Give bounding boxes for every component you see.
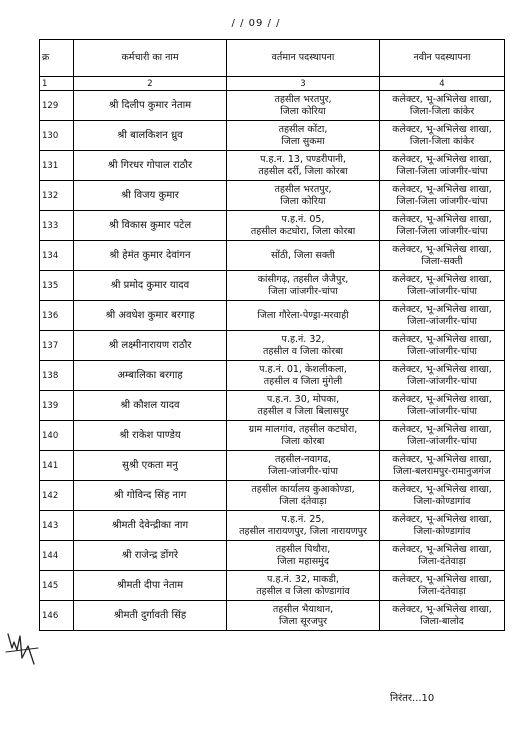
- current-posting: [227, 481, 380, 511]
- employee-name: श्री बालकिशन ध्रुव: [74, 121, 227, 151]
- employee-name: अम्बालिका बरगाह: [74, 361, 227, 391]
- current-posting-line: प.ह.नं. 32, माकडी,: [267, 573, 339, 585]
- current-posting: [227, 331, 380, 361]
- new-posting-line: कलेक्टर, भू-अभिलेख शाखा,: [392, 543, 492, 555]
- current-posting-line: जिला जांजगीर-चांपा: [268, 285, 338, 297]
- serial-number: 144: [40, 541, 74, 571]
- serial-number: 131: [40, 151, 74, 181]
- current-posting-line: तहसील पिथौरा,: [275, 543, 331, 555]
- serial-number: 137: [40, 331, 74, 361]
- new-posting: [380, 541, 505, 571]
- table-row: [40, 301, 505, 331]
- header-employee-name: कर्मचारी का नाम: [74, 40, 227, 77]
- new-posting: [380, 211, 505, 241]
- current-posting-line: जिला कोरिया: [280, 195, 326, 207]
- new-posting-line: जिला-सक्ती: [421, 255, 463, 267]
- new-posting: [380, 361, 505, 391]
- new-posting: [380, 601, 505, 631]
- new-posting: [380, 241, 505, 271]
- new-posting-line: जिला-जांजगीर-चांपा: [407, 375, 477, 387]
- new-posting-line: जिला-जांजगीर-चांपा: [407, 285, 477, 297]
- new-posting-line: जिला-कोण्डागांव: [413, 525, 471, 537]
- new-posting-line: कलेक्टर, भू-अभिलेख शाखा,: [392, 123, 492, 135]
- new-posting-line: जिला-बालोद: [420, 615, 464, 627]
- new-posting-line: कलेक्टर, भू-अभिलेख शाखा,: [392, 513, 492, 525]
- header-current-posting: वर्तमान पदस्थापना: [227, 40, 380, 77]
- serial-number: 130: [40, 121, 74, 151]
- current-posting-line: तहसील व जिला कोण्डागांव: [256, 585, 350, 597]
- current-posting: [227, 391, 380, 421]
- new-posting-line: कलेक्टर, भू-अभिलेख शाखा,: [392, 183, 492, 195]
- current-posting-line: प.ह.नं. 25,: [281, 513, 325, 525]
- table-row: [40, 511, 505, 541]
- current-posting: [227, 601, 380, 631]
- current-posting-line: प.ह.न. 30, मोपका,: [266, 393, 340, 405]
- new-posting-line: जिला-जिला जांजगीर-चांपा: [396, 195, 488, 207]
- table-row: [40, 451, 505, 481]
- current-posting: [227, 181, 380, 211]
- serial-number: 134: [40, 241, 74, 271]
- employee-name: श्रीमती देवेन्द्रीका नाग: [74, 511, 227, 541]
- serial-number: 138: [40, 361, 74, 391]
- current-posting-line: तहसील भरतपुर,: [274, 93, 332, 105]
- table-row: [40, 241, 505, 271]
- employee-name: श्री हेमंत कुमार देवांगन: [74, 241, 227, 271]
- employee-name: श्रीमती दीपा नेताम: [74, 571, 227, 601]
- serial-number: 136: [40, 301, 74, 331]
- current-posting-line: प.ह.नं. 32,: [281, 333, 325, 345]
- current-posting-line: ग्राम मालगांव, तहसील कटघोरा,: [248, 423, 358, 435]
- new-posting-line: जिला-जिला कांकेर: [409, 105, 475, 117]
- new-posting-line: जिला-जिला कांकेर: [409, 135, 475, 147]
- current-posting-line: तहसील कार्यालय कुआकोण्डा,: [251, 483, 355, 495]
- serial-number: 141: [40, 451, 74, 481]
- employee-name: श्री राजेन्द्र डोंगरे: [74, 541, 227, 571]
- current-posting-line: तहसील कटघोरा, जिला कोरबा: [250, 225, 356, 237]
- current-posting: [227, 211, 380, 241]
- current-posting: [227, 121, 380, 151]
- employee-name: श्री विजय कुमार: [74, 181, 227, 211]
- serial-number: 133: [40, 211, 74, 241]
- table-row: [40, 181, 505, 211]
- new-posting-line: जिला-दंतेवाड़ा: [418, 585, 466, 597]
- new-posting: [380, 481, 505, 511]
- current-posting-line: तहसील कोंटा,: [278, 123, 328, 135]
- current-posting-line: जिला दंतेवाड़ा: [279, 495, 327, 507]
- table-row: [40, 571, 505, 601]
- current-posting-line: कांसीगढ़, तहसील जैजैपुर,: [257, 273, 349, 285]
- serial-number: 146: [40, 601, 74, 631]
- new-posting: [380, 451, 505, 481]
- current-posting: [227, 421, 380, 451]
- new-posting-line: कलेक्टर, भू-अभिलेख शाखा,: [392, 573, 492, 585]
- column-number: 2: [74, 77, 227, 91]
- new-posting: [380, 331, 505, 361]
- current-posting-line: जिला कोरिया: [280, 105, 326, 117]
- current-posting-line: तहसील दर्री, जिला कोरबा: [258, 165, 348, 177]
- new-posting: [380, 571, 505, 601]
- current-posting: [227, 91, 380, 121]
- new-posting-line: जिला-दंतेवाड़ा: [418, 555, 466, 567]
- continued-note: निरंतर...10: [390, 693, 435, 704]
- column-number: 1: [40, 77, 74, 91]
- employee-name: श्री दिलीप कुमार नेताम: [74, 91, 227, 121]
- current-posting-line: प.ह.नं. 05,: [281, 213, 325, 225]
- employee-name: श्री कौशल यादव: [74, 391, 227, 421]
- new-posting-line: कलेक्टर, भू-अभिलेख शाखा,: [392, 453, 492, 465]
- employee-name: श्री गिरधर गोपाल राठौर: [74, 151, 227, 181]
- table-row: [40, 541, 505, 571]
- serial-number: 132: [40, 181, 74, 211]
- posting-table: [39, 39, 505, 631]
- employee-name: श्रीमती दुर्गावती सिंह: [74, 601, 227, 631]
- table-row: [40, 91, 505, 121]
- new-posting-line: कलेक्टर, भू-अभिलेख शाखा,: [392, 393, 492, 405]
- column-number: 3: [227, 77, 380, 91]
- current-posting-line: जिला सूरजपुर: [278, 615, 328, 627]
- current-posting-line: तहसील भरतपुर,: [274, 183, 332, 195]
- serial-number: 143: [40, 511, 74, 541]
- table-row: [40, 361, 505, 391]
- table-row: [40, 151, 505, 181]
- current-posting-line: जिला महासमुंद: [277, 555, 329, 567]
- new-posting-line: कलेक्टर, भू-अभिलेख शाखा,: [392, 423, 492, 435]
- current-posting: [227, 361, 380, 391]
- current-posting: [227, 571, 380, 601]
- serial-number: 145: [40, 571, 74, 601]
- current-posting-line: तहसील व जिला कोरबा: [262, 345, 344, 357]
- new-posting-line: कलेक्टर, भू-अभिलेख शाखा,: [392, 363, 492, 375]
- current-posting: [227, 151, 380, 181]
- current-posting-line: सोंठी, जिला सक्ती: [271, 249, 335, 261]
- new-posting-line: जिला-कोण्डागांव: [413, 495, 471, 507]
- new-posting: [380, 151, 505, 181]
- column-number: 4: [380, 77, 505, 91]
- current-posting: [227, 271, 380, 301]
- serial-number: 135: [40, 271, 74, 301]
- current-posting: [227, 301, 380, 331]
- new-posting: [380, 121, 505, 151]
- new-posting-line: कलेक्टर, भू-अभिलेख शाखा,: [392, 213, 492, 225]
- table-row: [40, 391, 505, 421]
- serial-number: 139: [40, 391, 74, 421]
- employee-name: श्री अवधेश कुमार बरगाह: [74, 301, 227, 331]
- current-posting-line: तहसील भैयाथान,: [272, 603, 334, 615]
- current-posting-line: प.ह.नं. 01, केशलीकला,: [259, 363, 347, 375]
- new-posting: [380, 421, 505, 451]
- new-posting-line: कलेक्टर, भू-अभिलेख शाखा,: [392, 303, 492, 315]
- new-posting-line: कलेक्टर, भू-अभिलेख शाखा,: [392, 333, 492, 345]
- current-posting-line: जिला गौरेला-पेण्ड्रा-मरवाही: [257, 309, 349, 321]
- current-posting: [227, 511, 380, 541]
- new-posting-line: जिला-जिला जांजगीर-चांपा: [396, 225, 488, 237]
- new-posting-line: जिला-बलरामपुर-रामानुजगंज: [393, 465, 491, 477]
- current-posting-line: तहसील-नवागढ,: [275, 453, 331, 465]
- current-posting-line: प.ह.न. 13, पण्डरीपानी,: [260, 153, 346, 165]
- current-posting-line: तहसील व जिला बिलासपुर: [257, 405, 349, 417]
- current-posting-line: तहसील व जिला मुंगेली: [263, 375, 343, 387]
- new-posting-line: कलेक्टर, भू-अभिलेख शाखा,: [392, 603, 492, 615]
- new-posting-line: जिला-जिला जांजगीर-चांपा: [396, 165, 488, 177]
- table-row: [40, 421, 505, 451]
- current-posting: [227, 241, 380, 271]
- current-posting: [227, 541, 380, 571]
- table-row: [40, 121, 505, 151]
- new-posting: [380, 91, 505, 121]
- current-posting-line: तहसील नारायणपुर, जिला नारायणपुर: [239, 525, 367, 537]
- serial-number: 140: [40, 421, 74, 451]
- employee-name: सुश्री एकता मनु: [74, 451, 227, 481]
- handwritten-signature: [4, 628, 40, 672]
- new-posting-line: कलेक्टर, भू-अभिलेख शाखा,: [392, 243, 492, 255]
- new-posting: [380, 301, 505, 331]
- new-posting-line: जिला-जांजगीर-चांपा: [407, 315, 477, 327]
- employee-name: श्री प्रमोद कुमार यादव: [74, 271, 227, 301]
- new-posting: [380, 391, 505, 421]
- new-posting: [380, 181, 505, 211]
- table-row: [40, 271, 505, 301]
- page-number: / / 09 / /: [231, 18, 281, 29]
- new-posting-line: जिला-जांजगीर-चांपा: [407, 435, 477, 447]
- current-posting-line: जिला सुकमा: [281, 135, 325, 147]
- serial-number: 142: [40, 481, 74, 511]
- employee-name: श्री गोविन्द सिंह नाग: [74, 481, 227, 511]
- employee-name: श्री विकास कुमार पटेल: [74, 211, 227, 241]
- current-posting-line: जिला-जांजगीर-चांपा: [268, 465, 338, 477]
- new-posting-line: कलेक्टर, भू-अभिलेख शाखा,: [392, 273, 492, 285]
- employee-name: श्री राकेश पाण्डेय: [74, 421, 227, 451]
- employee-name: श्री लक्ष्मीनारायण राठौर: [74, 331, 227, 361]
- new-posting-line: जिला-जांजगीर-चांपा: [407, 405, 477, 417]
- header-serial: क्र: [40, 40, 74, 77]
- table-row: [40, 481, 505, 511]
- new-posting: [380, 511, 505, 541]
- new-posting-line: कलेक्टर, भू-अभिलेख शाखा,: [392, 153, 492, 165]
- serial-number: 129: [40, 91, 74, 121]
- new-posting-line: जिला-जांजगीर-चांपा: [407, 345, 477, 357]
- table-row: [40, 211, 505, 241]
- current-posting: [227, 451, 380, 481]
- new-posting-line: कलेक्टर, भू-अभिलेख शाखा,: [392, 483, 492, 495]
- table-row: [40, 601, 505, 631]
- new-posting-line: कलेक्टर, भू-अभिलेख शाखा,: [392, 93, 492, 105]
- current-posting-line: जिला कोरबा: [281, 435, 325, 447]
- table-row: [40, 331, 505, 361]
- header-new-posting: नवीन पदस्थापना: [380, 40, 505, 77]
- new-posting: [380, 271, 505, 301]
